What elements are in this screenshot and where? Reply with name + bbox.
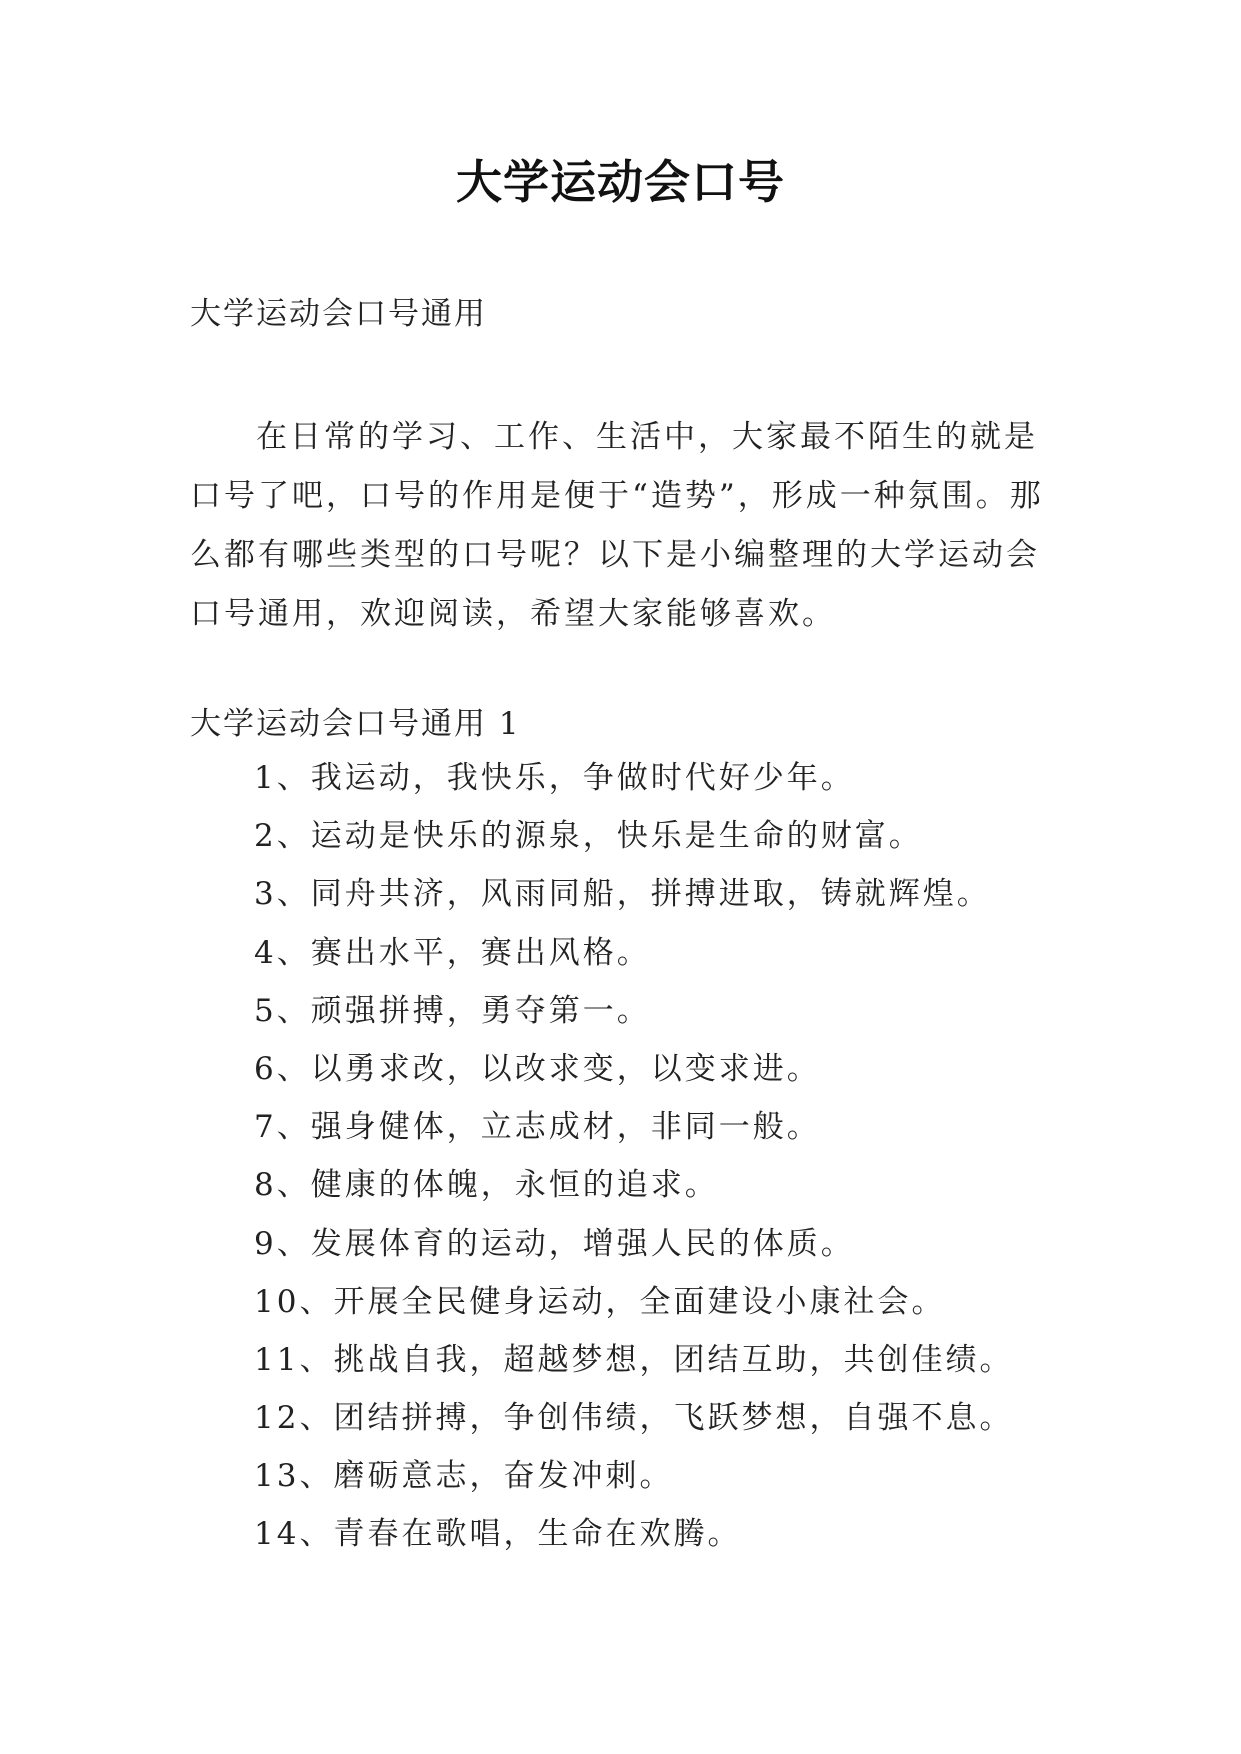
slogan-item: 11、挑战自我，超越梦想，团结互助，共创佳绩。 [254, 1341, 1014, 1378]
slogan-item: 13、磨砺意志，奋发冲刺。 [254, 1458, 674, 1495]
slogan-item: 7、强身健体，立志成材，非同一般。 [254, 1109, 821, 1146]
slogan-item: 14、青春在歌唱，生命在欢腾。 [254, 1516, 742, 1553]
slogan-item: 4、赛出水平，赛出风格。 [254, 934, 651, 971]
slogan-item: 2、运动是快乐的源泉，快乐是生命的财富。 [254, 818, 923, 855]
slogan-item: 12、团结拼搏，争创伟绩，飞跃梦想，自强不息。 [254, 1400, 1014, 1437]
document-title: 大学运动会口号 [456, 155, 785, 209]
slogan-item: 1、我运动，我快乐，争做时代好少年。 [254, 760, 855, 796]
document-subtitle: 大学运动会口号通用 [190, 296, 487, 332]
slogan-item: 5、顽强拼搏，勇夺第一。 [254, 992, 651, 1029]
intro-paragraph [190, 408, 1060, 644]
intro-text: 在日常的学习、工作、生活中，大家最不陌生的就是口号了吧，口号的作用是便于“造势”，形成一种氛围。那么都有哪些类型的口号呢？以下是小编整理的大学运动会口号通用，欢迎阅读，希望大家能够喜欢。 [190, 419, 1044, 632]
slogan-item: 8、健康的体魄，永恒的追求。 [254, 1167, 719, 1204]
slogan-item: 10、开展全民健身运动，全面建设小康社会。 [254, 1283, 946, 1320]
slogan-item: 3、同舟共济，风雨同船，拼搏进取，铸就辉煌。 [254, 876, 991, 913]
slogan-item: 6、以勇求改，以改求变，以变求进。 [254, 1050, 821, 1087]
section-heading: 大学运动会口号通用 1 [190, 706, 521, 742]
slogan-item: 9、发展体育的运动，增强人民的体质。 [254, 1225, 855, 1262]
slogan-list [254, 756, 1013, 1571]
